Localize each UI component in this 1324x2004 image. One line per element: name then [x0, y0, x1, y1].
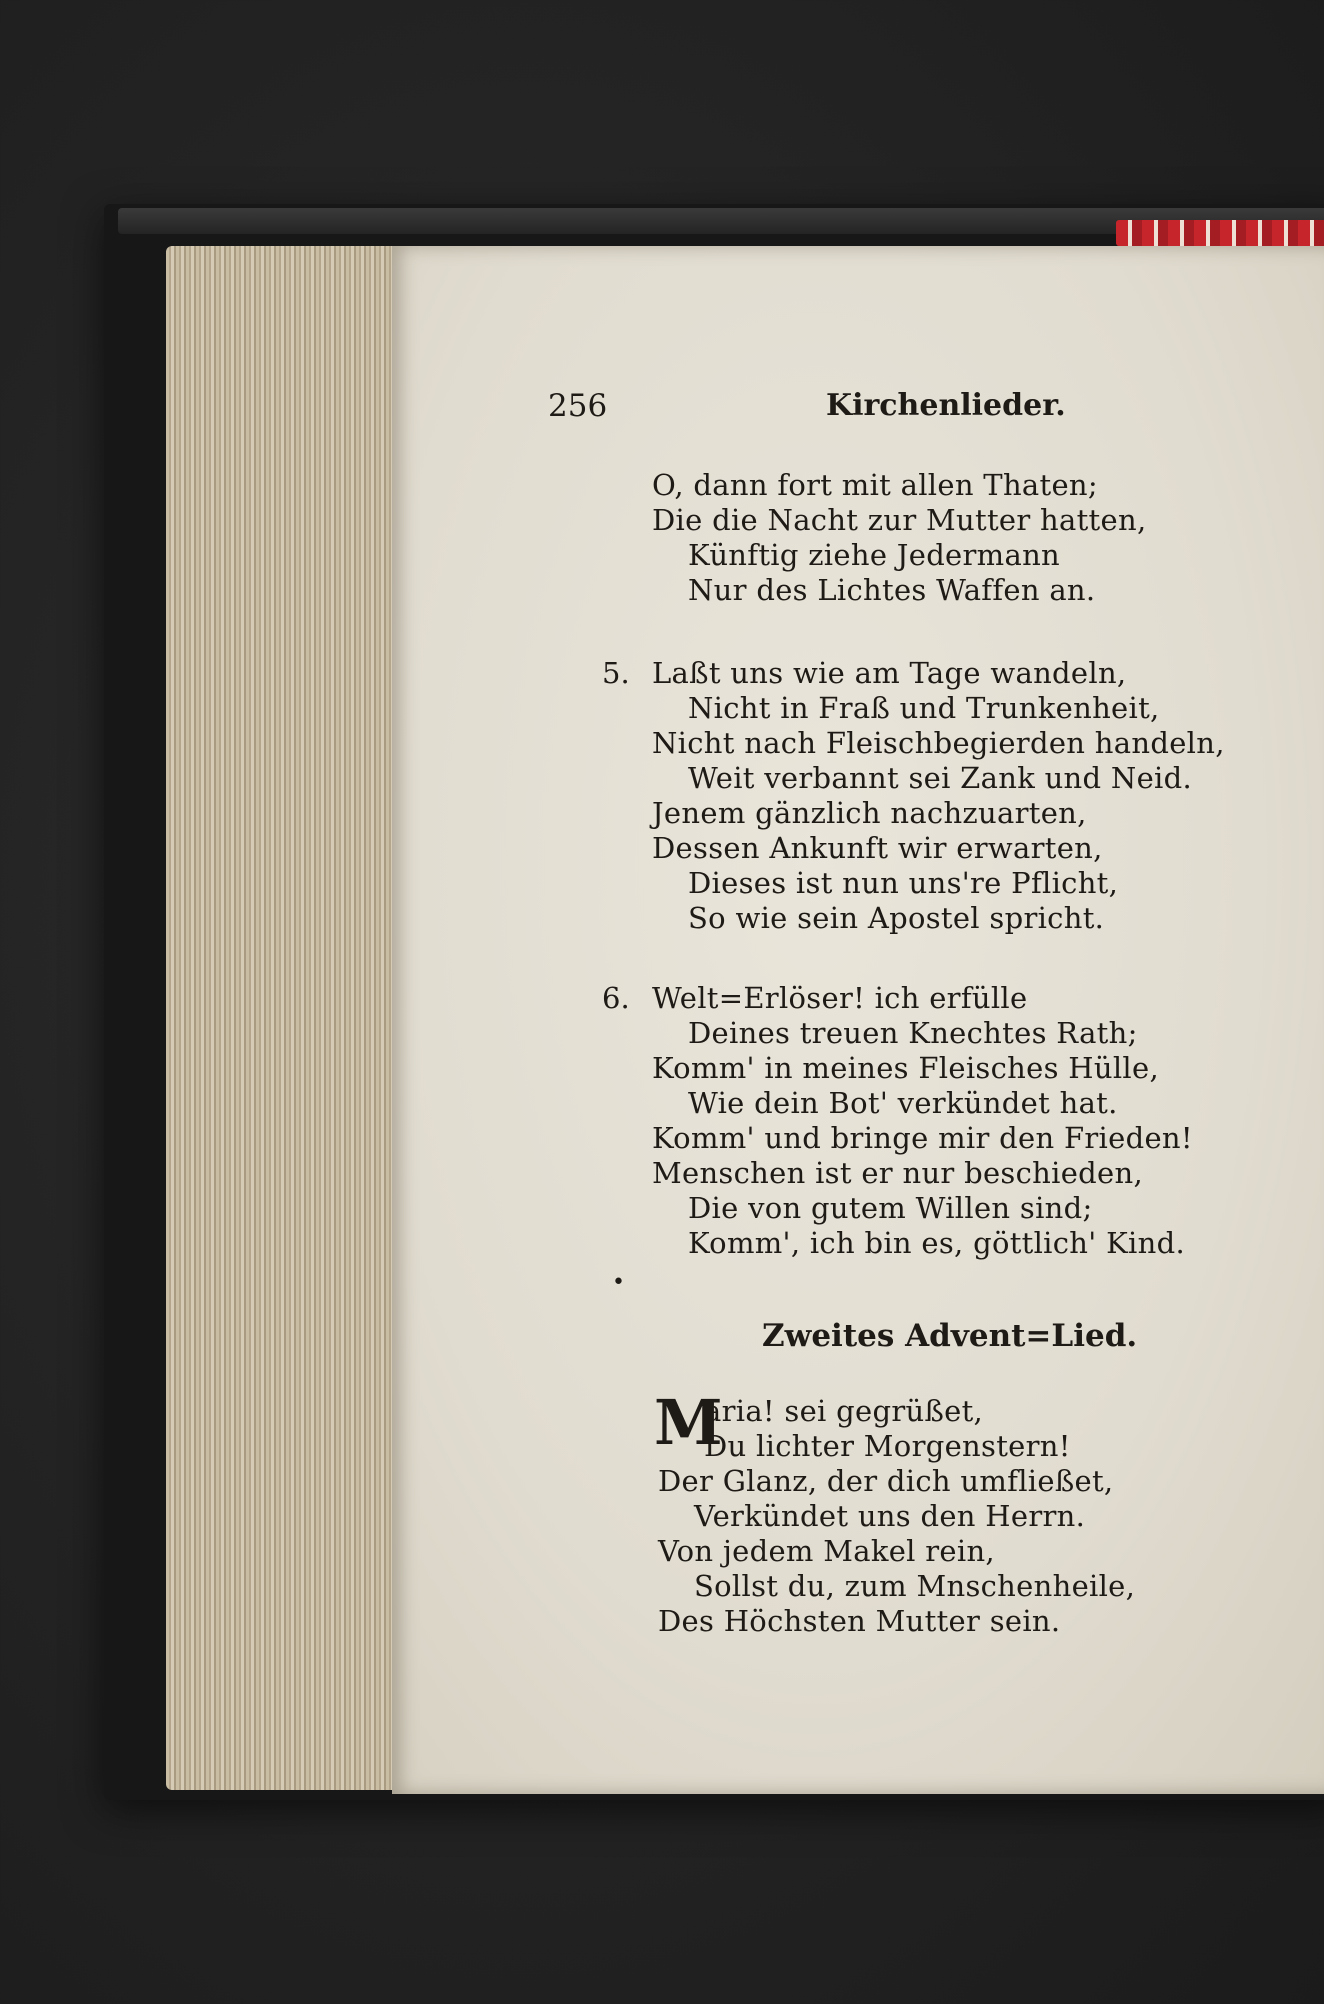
page-header: [392, 388, 1324, 432]
verse-line: Laßt uns wie am Tage wandeln,: [652, 656, 1127, 690]
verse-line: Weit verbannt sei Zank und Neid.: [688, 761, 1193, 795]
verse-line: So wie sein Apostel spricht.: [688, 901, 1105, 935]
verse-line: Wie dein Bot' verkündet hat.: [688, 1086, 1118, 1120]
verse-line: Nicht in Fraß und Trunkenheit,: [688, 691, 1160, 725]
verse-line: Jenem gänzlich nachzuarten,: [652, 796, 1087, 830]
verse-line: Die die Nacht zur Mutter hatten,: [652, 503, 1147, 537]
verse-line: Des Höchsten Mutter sein.: [658, 1604, 1061, 1638]
bookmark-ribbon: [1116, 220, 1324, 246]
song-title: Zweites Advent=Lied.: [762, 1318, 1138, 1354]
verse-line: Nicht nach Fleischbegierden handeln,: [652, 726, 1225, 760]
stanza-number: 6.: [602, 981, 630, 1015]
page-text: [392, 246, 1324, 1794]
ink-speck: •: [612, 1270, 625, 1295]
verse-line: Von jedem Makel rein,: [658, 1534, 995, 1568]
verse-line: Verkündet uns den Herrn.: [694, 1499, 1086, 1533]
verse-line: Der Glanz, der dich umfließet,: [658, 1464, 1114, 1498]
verse-line: Nur des Lichtes Waffen an.: [688, 573, 1096, 607]
verse-line: Dessen Ankunft wir erwarten,: [652, 831, 1103, 865]
verse-line: Komm', ich bin es, göttlich' Kind.: [688, 1226, 1185, 1260]
verse-line: Du lichter Morgenstern!: [704, 1429, 1071, 1463]
verse-line: Die von gutem Willen sind;: [688, 1191, 1093, 1225]
verse-line: Dieses ist nun uns're Pflicht,: [688, 866, 1119, 900]
verse-line: Menschen ist er nur beschieden,: [652, 1156, 1143, 1190]
stanza-number: 5.: [602, 656, 630, 690]
verse-line: Komm' in meines Fleisches Hülle,: [652, 1051, 1159, 1085]
drop-cap: M: [654, 1386, 723, 1459]
verse-line: O, dann fort mit allen Thaten;: [652, 468, 1098, 502]
verse-line: Künftig ziehe Jedermann: [688, 538, 1061, 572]
verse-line: Komm' und bringe mir den Frieden!: [652, 1121, 1193, 1155]
verse-line: aria! sei gegrüßet,: [704, 1394, 984, 1428]
verse-line: Welt=Erlöser! ich erfülle: [652, 981, 1028, 1015]
page-edges: [166, 246, 396, 1790]
verse-line: Deines treuen Knechtes Rath;: [688, 1016, 1138, 1050]
verse-line: Sollst du, zum Mnschenheile,: [694, 1569, 1136, 1603]
page-number: 256: [548, 388, 608, 424]
running-title: Kirchenlieder.: [826, 388, 1066, 423]
